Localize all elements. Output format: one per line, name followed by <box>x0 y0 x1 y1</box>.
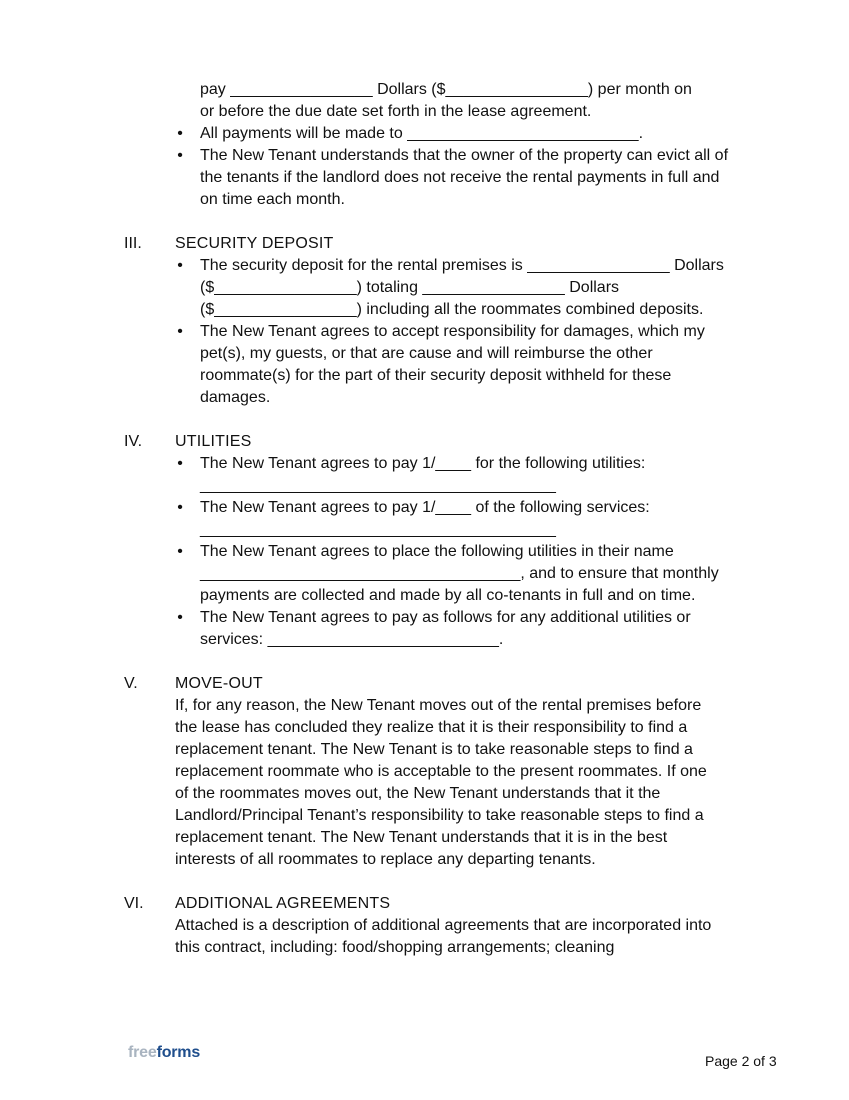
page-content <box>0 79 849 959</box>
section-number: III. <box>124 235 142 252</box>
logo-text-forms: forms <box>156 1044 201 1061</box>
bullet-icon: • <box>177 543 183 560</box>
section-heading <box>0 673 849 695</box>
bullet-icon: • <box>177 455 183 472</box>
list-item <box>177 123 730 145</box>
bullet-icon: • <box>177 125 183 142</box>
continuation-line: pay ________________ Dollars ($________________) per month on <box>200 81 692 98</box>
rent-continuation <box>200 79 730 123</box>
rent-bullets <box>0 123 849 211</box>
section-body: If, for any reason, the New Tenant moves out of the rental premises before the lease has concluded they realize that it is their responsibility to find a replacement tenant. The New Tenant is to take reasonable steps to find a replacement roommate who is acceptable to the present roommates. If one of the roommates moves out, the New Tenant understands that it the Landlord/Principal Tenant’s responsibility to take reasonable steps to find a replacement tenant. The New Tenant understands that it is in the best interests of all roommates to replace any departing tenants. <box>175 697 707 868</box>
bullet-text: The New Tenant agrees to pay as follows for any additional utilities or services: __________________________. <box>200 609 691 648</box>
bullet-icon: • <box>177 609 183 626</box>
section-bullets <box>0 453 849 651</box>
bullet-icon: • <box>177 499 183 516</box>
bullet-text: The New Tenant understands that the owner of the property can evict all of the tenants if the landlord does not receive the rental payments in full and on time each month. <box>200 147 729 208</box>
section-heading <box>0 233 849 255</box>
section-number: VI. <box>124 895 144 912</box>
section-security-deposit <box>0 233 849 409</box>
section-heading <box>0 893 849 915</box>
bullet-icon: • <box>177 257 183 274</box>
list-item <box>177 145 730 211</box>
list-item <box>177 321 730 409</box>
bullet-text: The security deposit for the rental premises is ________________ Dollars ($________________) totaling ________________ Dollars ($________________) including all the roommates combined deposits. <box>200 257 724 318</box>
section-body: Attached is a description of additional agreements that are incorporated into this contract, including: food/shopping arrangements; cleaning <box>175 917 712 956</box>
bullet-text: The New Tenant agrees to place the following utilities in their name ____________________________________, and to ensure that monthly payments are collected and made by all co-tenants in full and on time. <box>200 543 719 604</box>
section-number: IV. <box>124 433 143 450</box>
bullet-text: The New Tenant agrees to pay 1/____ for the following utilities: ________________________________________ <box>200 455 646 494</box>
section-number: V. <box>124 675 138 692</box>
section-title: MOVE-OUT <box>175 675 263 692</box>
section-additional-agreements <box>0 893 849 959</box>
logo-text-free: free <box>128 1044 157 1061</box>
section-title: SECURITY DEPOSIT <box>175 235 334 252</box>
list-item <box>177 453 730 497</box>
section-move-out <box>0 673 849 871</box>
bullet-icon: • <box>177 147 183 164</box>
freeforms-logo <box>128 1042 200 1064</box>
section-title: ADDITIONAL AGREEMENTS <box>175 895 391 912</box>
list-item <box>177 497 730 541</box>
continuation-line: or before the due date set forth in the lease agreement. <box>200 103 592 120</box>
list-item <box>177 607 730 651</box>
bullet-icon: • <box>177 323 183 340</box>
bullet-text: The New Tenant agrees to pay 1/____ of the following services: ________________________________________ <box>200 499 650 538</box>
page-number: Page 2 of 3 <box>705 1053 777 1069</box>
section-title: UTILITIES <box>175 433 252 450</box>
section-bullets <box>0 255 849 409</box>
bullet-text: The New Tenant agrees to accept responsibility for damages, which my pet(s), my guests, or that are cause and will reimburse the other roommate(s) for the part of their security deposit withheld for these damages. <box>200 323 705 406</box>
section-utilities <box>0 431 849 651</box>
section-heading <box>0 431 849 453</box>
bullet-text: All payments will be made to __________________________. <box>200 125 644 142</box>
list-item <box>177 255 730 321</box>
list-item <box>177 541 730 607</box>
